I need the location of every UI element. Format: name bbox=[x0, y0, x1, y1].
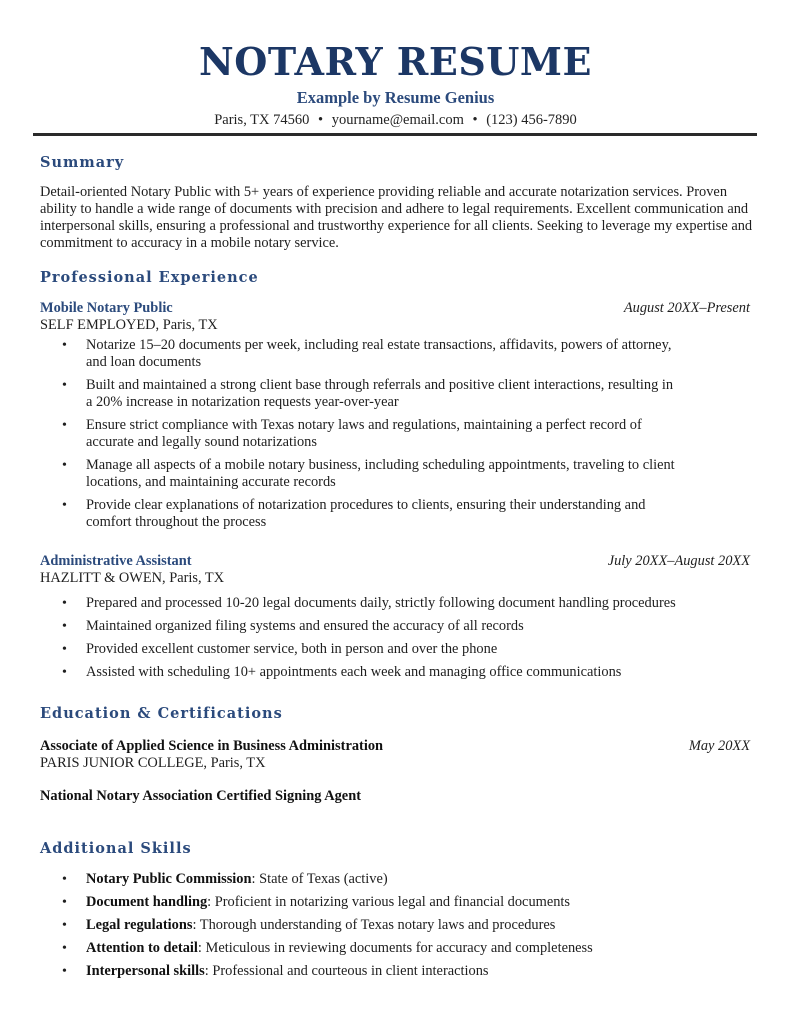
job-dates: July 20XX–August 20XX bbox=[607, 553, 750, 569]
bullet-icon: • bbox=[62, 458, 67, 473]
skill-name: Document handling bbox=[86, 894, 208, 910]
contact-email[interactable]: yourname@email.com bbox=[331, 112, 464, 128]
job-bullet-text: Provided excellent customer service, both in person and over the phone bbox=[86, 641, 498, 657]
job-bullet bbox=[40, 337, 680, 371]
resume-title: NOTARY RESUME bbox=[199, 39, 592, 84]
education-date: May 20XX bbox=[688, 738, 750, 754]
job-bullet bbox=[40, 497, 680, 531]
job-bullet bbox=[40, 664, 740, 681]
job-bullet-text: Prepared and processed 10-20 legal documents daily, strictly following document handling procedures bbox=[86, 595, 676, 611]
contact-phone[interactable]: (123) 456-7890 bbox=[486, 112, 577, 128]
bullet-icon: • bbox=[62, 895, 67, 910]
skill-description: : Thorough understanding of Texas notary laws and procedures bbox=[192, 917, 556, 933]
header-divider bbox=[33, 133, 757, 136]
job-bullet-text: Notarize 15–20 documents per week, including real estate transactions, affidavits, powers of attorney, and loan documents bbox=[86, 337, 672, 370]
skill-description: : Meticulous in reviewing documents for accuracy and completeness bbox=[197, 940, 593, 956]
bullet-icon: • bbox=[62, 596, 67, 611]
skill-item bbox=[40, 917, 740, 934]
skill-description: : State of Texas (active) bbox=[251, 871, 388, 887]
skill-description: : Professional and courteous in client interactions bbox=[204, 963, 489, 979]
skills-heading: Additional Skills bbox=[40, 840, 192, 857]
job-bullet bbox=[40, 595, 740, 612]
job-bullet-text: Manage all aspects of a mobile notary business, including scheduling appointments, traveling to client locations, and maintaining accurate records bbox=[86, 457, 675, 490]
bullet-icon: • bbox=[62, 872, 67, 887]
job-company: HAZLITT & OWEN, Paris, TX bbox=[40, 570, 225, 586]
resume-subtitle: Example by Resume Genius bbox=[296, 88, 495, 107]
job-bullets bbox=[40, 337, 680, 537]
skill-name: Attention to detail bbox=[86, 940, 198, 956]
skill-name: Interpersonal skills bbox=[86, 963, 205, 979]
skill-item bbox=[40, 963, 740, 980]
skill-item bbox=[40, 894, 740, 911]
summary-text: Detail-oriented Notary Public with 5+ years of experience providing reliable and accurate notarization services. Proven ability to handle a wide range of documents with precision and adhere to legal requirements. Excellent communication and interpersonal skills, ensuring a professional and trustworthy experience for all clients. Seeking to leverage my expertise and commitment to accuracy in a mobile notary service. bbox=[40, 184, 753, 251]
job-bullet bbox=[40, 457, 680, 491]
job-company: SELF EMPLOYED, Paris, TX bbox=[40, 317, 218, 333]
job-bullet-text: Assisted with scheduling 10+ appointments each week and managing office communications bbox=[86, 664, 622, 680]
contact-location: Paris, TX 74560 bbox=[214, 112, 310, 128]
bullet-icon: • bbox=[62, 642, 67, 657]
experience-heading: Professional Experience bbox=[40, 269, 259, 286]
education-school: PARIS JUNIOR COLLEGE, Paris, TX bbox=[40, 755, 266, 771]
bullet-icon: • bbox=[62, 665, 67, 680]
job-dates: August 20XX–Present bbox=[623, 300, 750, 316]
job-bullet-text: Ensure strict compliance with Texas notary laws and regulations, maintaining a perfect record of accurate and legally sound notarizations bbox=[86, 417, 642, 450]
bullet-icon: • bbox=[62, 498, 67, 513]
job-bullets bbox=[40, 595, 740, 687]
skills-list bbox=[40, 871, 740, 986]
job-bullet bbox=[40, 641, 740, 658]
bullet-icon: • bbox=[62, 941, 67, 956]
skill-item bbox=[40, 871, 740, 888]
bullet-icon: • bbox=[62, 338, 67, 353]
skill-name: Legal regulations bbox=[86, 917, 193, 933]
job-bullet-text: Provide clear explanations of notarization procedures to clients, ensuring their understanding and comfort throughout the process bbox=[86, 497, 646, 530]
contact-separator: • bbox=[318, 112, 324, 128]
skill-description: : Proficient in notarizing various legal and financial documents bbox=[207, 894, 571, 910]
job-title: Administrative Assistant bbox=[40, 553, 192, 569]
bullet-icon: • bbox=[62, 418, 67, 433]
job-bullet-text: Maintained organized filing systems and ensured the accuracy of all records bbox=[86, 618, 524, 634]
job-title: Mobile Notary Public bbox=[40, 300, 173, 316]
job-bullet bbox=[40, 377, 680, 411]
certification: National Notary Association Certified Signing Agent bbox=[40, 788, 361, 804]
education-heading: Education & Certifications bbox=[40, 705, 283, 722]
bullet-icon: • bbox=[62, 964, 67, 979]
contact-separator: • bbox=[472, 112, 478, 128]
job-bullet bbox=[40, 618, 740, 635]
bullet-icon: • bbox=[62, 918, 67, 933]
skill-name: Notary Public Commission bbox=[86, 871, 252, 887]
bullet-icon: • bbox=[62, 619, 67, 634]
bullet-icon: • bbox=[62, 378, 67, 393]
summary-heading: Summary bbox=[40, 154, 125, 171]
skill-item bbox=[40, 940, 740, 957]
education-degree: Associate of Applied Science in Business Administration bbox=[40, 738, 384, 754]
contact-line bbox=[0, 111, 791, 129]
job-bullet-text: Built and maintained a strong client base through referrals and positive client interactions, resulting in a 20% increase in notarization requests year-over-year bbox=[86, 377, 674, 410]
job-bullet bbox=[40, 417, 680, 451]
